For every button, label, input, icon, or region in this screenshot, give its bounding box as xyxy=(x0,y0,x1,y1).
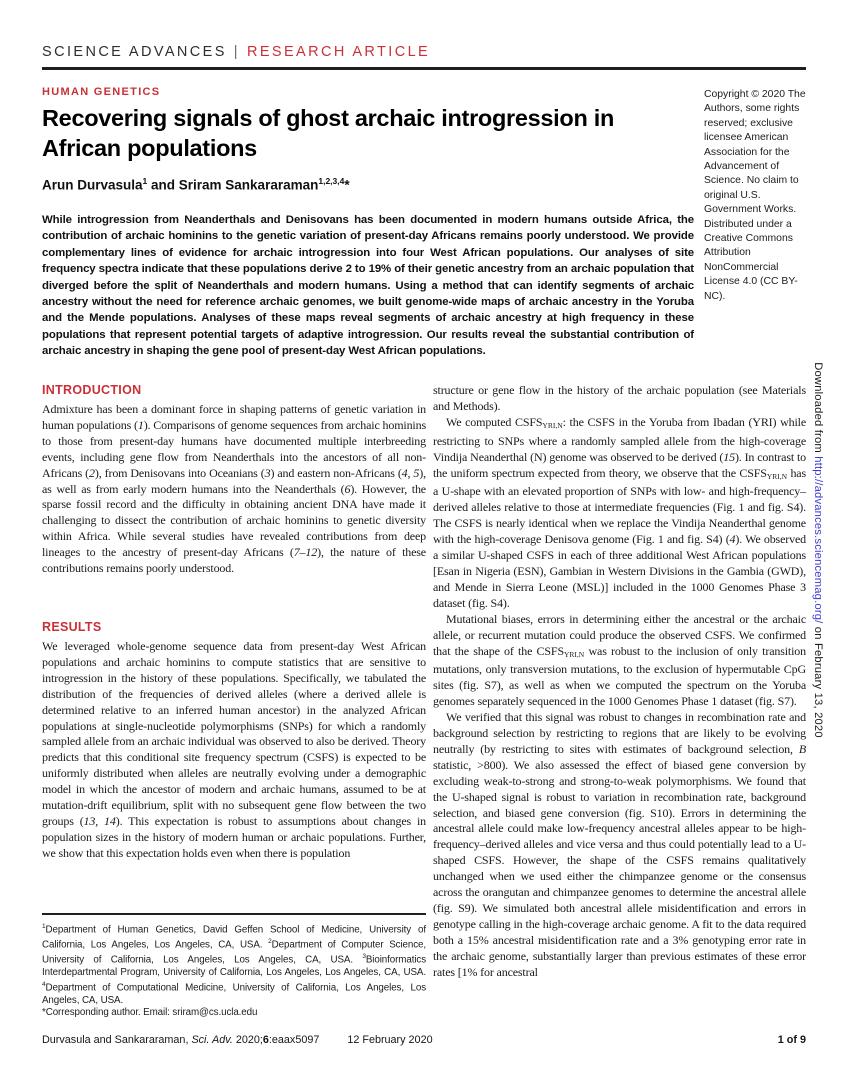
masthead-separator: | xyxy=(233,44,240,60)
article-citation: Durvasula and Sankararaman, Sci. Adv. 2020;6:eaax5097 xyxy=(42,1034,320,1046)
download-watermark xyxy=(812,362,824,738)
introduction-paragraph: Admixture has been a dominant force in shaping patterns of genetic variation in human populations (1). Comparisons of genome sequences from archaic hominins to those from present-day humans have documented multiple interbreeding events, including gene flow from Neanderthals into the ancestors of all non-Africans (2), from Denisovans into Oceanians (3) and eastern non-Africans (4, 5), as well as from early modern humans into the Neanderthals (6). However, the sparse fossil record and the difficulty in obtaining ancient DNA have made it challenging to dissect the contribution of archaic hominins to genetic diversity within Africa. While several studies have revealed contributions from deep lineages to the ancestry of present-day Africans (7–12), the nature of these contributions remains poorly understood. xyxy=(42,402,426,576)
download-url-link[interactable]: http://advances.sciencemag.org/ xyxy=(812,456,824,624)
introduction-section xyxy=(42,383,426,577)
article-title xyxy=(42,103,732,163)
right-column xyxy=(433,383,806,981)
results-paragraph: We leveraged whole-genome sequence data from present-day West African populations and archaic hominins to compute statistics that are sensitive to introgression in the history of these populations. Specifically, we tabulated the distribution of the frequencies of derived alleles (where a derived allele is determined relative to an inferred human ancestor) in the analyzed African populations at single-nucleotide polymorphisms (SNPs) for which a randomly sampled allele from an archaic individual was observed to also be derived. Theory predicts that this conditional site frequency spectrum (CSFS) is expected to be uniformly distributed when alleles are neutrally evolving under a demographic model in which the ancestor of modern and archaic humans, assumed to be at mutation-drift equilibrium, split with no subsequent gene flow between the two groups (13, 14). This expectation is robust to assumptions about changes in population sizes in the history of modern human or archaic populations. Further, we show that this expectation holds even when there is population xyxy=(42,639,427,860)
page-indicator: 1 of 9 xyxy=(777,1034,806,1046)
abstract: While introgression from Neanderthals and Denisovans has been documented in modern humans outside Africa, the contribution of archaic hominins to the genetic variation of present-day Africans remains poorly understood. We provide complementary lines of evidence for archaic introgression into four West African populations. Our analyses of site frequency spectra indicate that these populations derive 2 to 19% of their genetic ancestry from an archaic population that diverged before the split of Neanderthals and modern humans. Using a method that can identify segments of archaic ancestry without the need for reference archaic genomes, we built genome-wide maps of archaic ancestry in the Yoruba and the Mende populations. Analyses of these maps reveal segments of archaic ancestry at high frequency in these populations that represent potential targets of adaptive introgression. Our results reveal the substantial contribution of archaic ancestry in shaping the gene pool of present-day West African populations. xyxy=(42,214,694,358)
footnote-block xyxy=(42,913,426,1019)
article-title-line: Recovering signals of ghost archaic introgression in xyxy=(42,105,615,131)
body-paragraph: We verified that this signal was robust to changes in recombination rate and background selection by restricting to regions that are likely to be evolving neutrally (by restricting to sites with estimates of background selection, B statistic, >800). We also assessed the effect of biased gene conversion by excluding weak-to-strong and strong-to-weak polymorphisms. We found that the U-shaped signal is robust to variation in recombination rate, background selection, and biased gene conversion (fig. S10). Errors in determining the ancestral allele could make low-frequency ancestral alleles appear to be high-frequency–derived alleles and vice versa and thus could potentially lead to a U-shaped CSFS. However, the shape of the CSFS remains qualitatively unchanged when we used either the chimpanzee genome or the consensus across the orangutan and chimpanzee genomes to determine the ancestral allele (fig. S9). We simulated both ancestral allele misidentification and errors in genotype calling in the high-coverage archaic genome. A fit to the data required both a 15% ancestral misidentification rate and a 3% genotyping error rate in the archaic genome, substantially larger than previous estimates of these error rates [1% for ancestral xyxy=(433,710,806,979)
download-note-text: Downloaded from xyxy=(812,362,824,457)
results-section xyxy=(42,620,426,862)
discipline-label: HUMAN GENETICS xyxy=(42,86,161,98)
author-byline: Arun Durvasula$^1$ and Sriram Sankararaman$^{1,2,3,4}$* xyxy=(42,176,350,193)
article-title-line: African populations xyxy=(42,135,257,161)
footnote-divider xyxy=(42,913,426,915)
journal-name: SCIENCE ADVANCES xyxy=(42,44,227,60)
article-body xyxy=(42,383,806,1045)
copyright-notice: Copyright © 2020 The Authors, some rights reserved; exclusive licensee American Association for the Advancement of Science. No claim to original U.S. Government Works. Distributed under a Creative Commons Attribution NonCommercial License 4.0 (CC BY-NC). xyxy=(704,89,806,302)
publication-date: 12 February 2020 xyxy=(347,1034,433,1046)
article-type-label: RESEARCH ARTICLE xyxy=(246,44,431,60)
left-column xyxy=(42,383,426,1045)
download-note-text: on February 13, 2020 xyxy=(812,623,824,738)
masthead-rule xyxy=(42,67,806,70)
corresponding-author-note: *Corresponding author. Email: sriram@cs.ucla.edu xyxy=(42,1006,258,1018)
page-footer xyxy=(42,1034,806,1046)
introduction-heading: INTRODUCTION xyxy=(42,383,142,397)
body-paragraph: We computed $CSFS_{YRI,N}$: the CSFS in the Yoruba from Ibadan (YRI) while restricting to SNPs where a randomly sampled allele from the high-coverage Vindija Neanderthal (N) genome was observed to be derived (15). In contrast to the uniform spectrum expected from theory, we observe that the $CSFS_{YRI,N}$ has a U-shape with an elevated proportion of SNPs with low- and high-frequency–derived alleles relative to those at intermediate frequencies (Fig. 1 and fig. S4). The CSFS is nearly identical when we replace the Vindija Neanderthal genome with the high-coverage Denisova genome (Fig. 1 and fig. S4) (4). We observed a similar U-shaped CSFS in each of three additional West African populations [Esan in Nigeria (ESN), Gambian in Western Divisions in the Gambia (GWD), and Mende in Sierra Leone (MSL)] included in the 1000 Genomes Phase 3 dataset (fig. S4). xyxy=(433,414,807,610)
body-paragraph: structure or gene flow in the history of the archaic population (see Materials and Methods). xyxy=(433,383,806,413)
body-paragraph: Mutational biases, errors in determining either the ancestral or the archaic allele, or recurrent mutation could produce the observed CSFS. We confirmed that the shape of the $CSFS_{YRI,N}$ was robust to the inclusion of only transition mutations, only transversion mutations, to the exclusion of hypermutable CpG sites (fig. S7), as well as when we computed the spectrum on the Yoruba genomes separately sequenced in the 1000 Genomes Phase 1 dataset (fig. S7). xyxy=(433,611,807,709)
journal-masthead xyxy=(42,44,430,60)
affiliations-footnote: $^1$Department of Human Genetics, David Geffen School of Medicine, University of California, Los Angeles, Los Angeles, CA, USA. $^2$Department of Computer Science, University of California, Los Angeles, Los Angeles, CA, USA. $^3$Bioinformatics Interdepartmental Program, University of California, Los Angeles, Los Angeles, CA, USA. $^4$Department of Computational Medicine, University of California, Los Angeles, Los Angeles, CA, USA. xyxy=(42,922,426,1006)
results-heading: RESULTS xyxy=(42,620,102,634)
